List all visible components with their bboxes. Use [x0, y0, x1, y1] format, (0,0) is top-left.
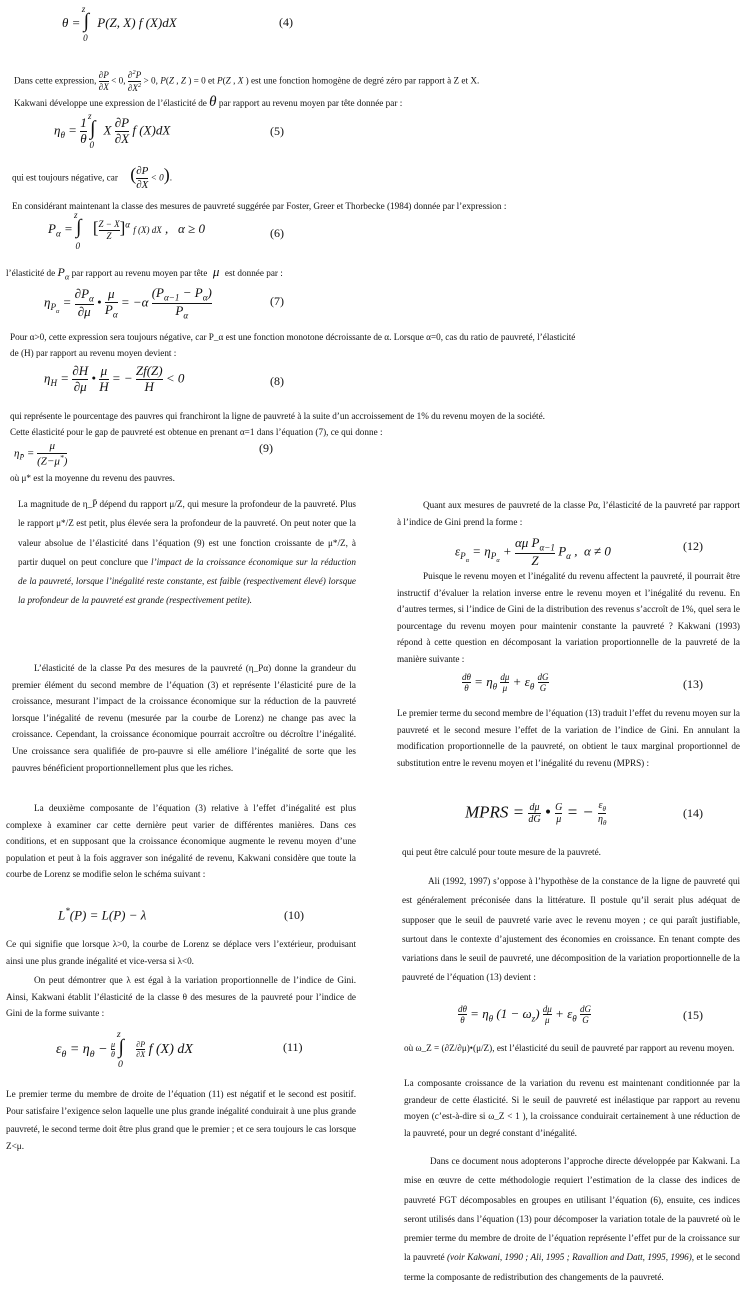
equation-number: (8): [270, 374, 284, 388]
paragraph-premier-13: Le premier terme du second membre de l’équation (13) traduit l’effet du revenu moyen sur la pauvreté et le second mesure l’effet de la variation de l’indice de Gini. En annulant la modification proportionnelle de la pauvreté, on obtient le taux marginal proportionnel de substitution entre le revenu moyen et l’inégalité du revenu (MPRS) :: [397, 708, 740, 768]
equation-number: (9): [259, 441, 273, 455]
equation-number: (4): [279, 15, 293, 29]
equation-6: $P_\alpha = \int_0^z$ [ $\frac{Z - X}{Z}$ ]$^\alpha$ f (X) dX , α ≥ 0: [48, 209, 206, 251]
equation-number: (13): [683, 677, 703, 691]
text-italic: l’impact de la croissance économique sur la réduction de la pauvreté, lorsque l’inégalité reste constante, est faible (respectivement élevé) lorsque la profondeur de la pauvreté est grande (respectivement petite).: [18, 556, 356, 606]
text: Dans ce document nous adopterons l’approche directe développée par Kakwani. La mise en œuvre de cette méthodologie requiert l’estimation de la classe des indices de pauvreté FGT décomposables en groupes en utilisant l’équation (6), ensuite, ces indices seront utilisés dans l’équation (13) pour décomposer la variation totale de la pauvreté où le premier terme du membre de droite de l’équation représente l’effet pur de la croissance sur la pauvreté: [404, 1156, 740, 1263]
paragraph-lambda: Ce qui signifie que lorsque λ>0, la courbe de Lorenz se déplace vers l’extérieur, produisant ainsi une plus grande inégalité et vice-versa si λ<0.: [6, 939, 356, 966]
paragraph-demontrer: On peut démontrer que λ est égal à la variation proportionnelle de l’indice de Gini. Ainsi, Kakwani établit l’élasticité de la classe θ des mesures de la pauvreté pour l’indice de Gini de la forme suivante :: [6, 975, 356, 1019]
paragraph-omega: où ω_Z = (∂Z/∂μ)•(μ/Z), est l’élasticité du seuil de pauvreté par rapport au revenu moyen.: [404, 1043, 735, 1053]
text: par rapport au revenu moyen par tête donnée par :: [218, 98, 403, 108]
paragraph-magnitude: [18, 495, 356, 611]
equation-13: $\frac{d\theta}{\theta}$ = $\eta_\theta$ $\frac{d\mu}{\mu}$ + $\varepsilon_\theta$ $\frac{dG}{G}$: [462, 672, 549, 694]
equation-number: (15): [683, 1008, 703, 1022]
paragraph-fgt: En considérant maintenant la classe des mesures de pauvreté suggérée par Foster, Greer et Thorbecke (1984) donnée par l’expression :: [12, 201, 507, 211]
paragraph-quant: Quant aux mesures de pauvreté de la classe Pα, l’élasticité de la pauvreté par rapport à l’indice de Gini prend la forme :: [397, 500, 740, 527]
text: par rapport au revenu moyen par tête: [71, 268, 208, 278]
paragraph-kakwani: Kakwani développe une expression de l’élasticité de θ par rapport au revenu moyen par tête donnée par :: [14, 94, 403, 110]
text-italic: (voir Kakwani, 1990 ; Ali, 1995 ; Ravallion and Datt, 1995, 1996),: [447, 1252, 695, 1263]
paragraph-calcule: qui peut être calculé pour toute mesure de la pauvreté.: [402, 847, 601, 857]
paragraph-gap: Cette élasticité pour le gap de pauvreté est obtenue en prenant α=1 dans l’équation (7), ce qui donne :: [10, 427, 383, 437]
equation-number: (7): [270, 294, 284, 308]
equation-number: (11): [283, 1040, 303, 1054]
equation-9: $\eta_{P̄}$ = $\frac{\mu}{(Z-\mu^*)}$: [14, 440, 68, 468]
paragraph-negative: qui est toujours négative, car ( $\frac{\partial P}{\partial X}$ < 0).: [12, 164, 173, 191]
paragraph-expression: Dans cette expression, $\frac{\partial P}{\partial X}$ < 0, $\frac{\partial^2P}{\partial X^2}$ > 0, P(Z , Z ) = 0 et P(Z , X ) est une fonction homogène de degré zéro par rapport à Z et X.: [14, 69, 480, 93]
paragraph-represente: qui représente le pourcentage des pauvres qui franchiront la ligne de pauvreté à la suite d’un accroissement de 1% du revenu moyen de la société.: [10, 411, 545, 421]
text: Dans cette expression,: [14, 75, 97, 86]
text: La magnitude de η_P̄ dépend du rapport μ/Z, qui mesure la profondeur de la pauvreté. Plus le rapport μ*/Z est petit, plus élevée sera la profondeur de la pauvreté. On peut noter que la valeur absolue de l’élasticité dans l’équation (9) est une fonction croissante de μ*/Z, à partir duquel on peut conclure que: [18, 499, 356, 567]
equation-11: $\varepsilon_\theta = \eta_\theta$ − $\frac{\mu}{\theta}$ $\int_0^z$ $\frac{\partial P}{\partial X}$ f (X) dX: [56, 1029, 193, 1070]
paragraph-dans: [404, 1152, 740, 1287]
paragraph-mu: où μ* est la moyenne du revenu des pauvres.: [10, 473, 175, 483]
paragraph-ali: Ali (1992, 1997) s’oppose à l’hypothèse de la constance de la ligne de pauvreté qui est généralement préconisée dans la littérature. Il postule qu’il serait plus adéquat de supposer que le seuil de pauvreté varie avec le revenu moyen ; ce qui paraît justifiable, surtout dans le contexte d’ajustement des économies en croissance. En tenant compte des variations dans le seuil de pauvreté, une décomposition de la variation proportionnelle de la pauvreté de l’équation (13) devient :: [402, 876, 740, 983]
text: Kakwani développe une expression de l’élasticité de: [14, 98, 207, 108]
text: et: [208, 75, 215, 86]
equation-number: (6): [270, 226, 284, 240]
equation-12: $\varepsilon_{P_\alpha} = \eta_{P_\alpha}$ + $\frac{\alpha\mu P_{\alpha-1}}{Z}$ $P_\alpha$ , α ≠ 0: [455, 535, 611, 569]
paragraph-deuxieme: La deuxième composante de l’équation (3) relative à l’effet d’inégalité est plus complexe à examiner car cette dernière peut varier de différentes manières. Dans ces conditions, et en supposant que la croissance économique augmente le revenu moyen d’une population et peut à la fois aggraver son inégalité de revenu, Kakwani considère que toute la courbe de Lorenz se modifie selon le schéma suivant :: [6, 803, 356, 880]
equation-7: $\eta_{P_\alpha}$ = $\frac{\partial P_\alpha}{\partial\mu}$ • $\frac{\mu}{P_\alpha}$ = −α $\frac{(P_{\alpha-1} - P_\alpha)}{P_\alpha}$: [44, 285, 212, 321]
paragraph-classe: L’élasticité de la classe Pα des mesures de la pauvreté (η_Pα) donne la grandeur du premier élément du second membre de l’équation (3) et représente l’élasticité pure de la croissance, mesurant l’impact de la croissance économique sur la réduction de la pauvreté lorsque l’inégalité de revenu (mesurée par la courbe de Lorenz) ne change pas avec la croissance. Cependant, la croissance économique pourrait accroître ou décroître l’inégalité. Une croissance sera qualifiée de pro-pauvre si elle améliore l’inégalité de sorte que les pauvres bénéficient proportionnellement plus que les riches.: [12, 663, 356, 773]
paragraph-pour-1: Pour α>0, cette expression sera toujours négative, car P_α est une fonction monotone décroissante de α. Lorsque α=0, cas du ratio de pauvreté, l’élasticité: [10, 332, 576, 342]
text: qui est toujours négative, car: [12, 172, 118, 183]
text: l’élasticité de: [6, 268, 56, 278]
equation-8: $\eta_H$ = $\frac{\partial H}{\partial\mu}$ • $\frac{\mu}{H}$ = − $\frac{Zf(Z)}{H}$ < 0: [44, 363, 185, 394]
paragraph-premier-11: Le premier terme du membre de droite de l’équation (11) est négatif et le second est positif. Pour satisfaire l’exigence selon laquelle une plus grande inégalité conduirait à une plus grande pauvreté, le second terme doit être plus grand que le premier ; et ce sera toujours le cas lorsque Z<μ.: [6, 1089, 356, 1152]
paragraph-composante: La composante croissance de la variation du revenu est maintenant conditionnée par la grandeur de cette élasticité. Si le seuil de pauvreté est inélastique par rapport au revenu moyen (c’est-à-dire si ω_Z < 1 ), la croissance conduirait certainement à une réduction de la pauvreté, pour un degré constant d’inégalité.: [404, 1078, 740, 1138]
text: est une fonction homogène de degré zéro par rapport à Z et X.: [250, 75, 480, 86]
equation-15: $\frac{d\theta}{\theta}$ = $\eta_\theta$ $(1 - \omega_z)$ $\frac{d\mu}{\mu}$ + $\varepsilon_\theta$ $\frac{dG}{G}$: [458, 1004, 591, 1026]
equation-number: (14): [683, 806, 703, 820]
text: est donnée par :: [224, 268, 283, 278]
paragraph-puisque: Puisque le revenu moyen et l’inégalité du revenu affectent la pauvreté, il pourrait être instructif d’évaluer la relation inverse entre le revenu moyen et l’inégalité du revenu. En d’autres termes, si l’indice de Gini de la distribution des revenus s’accroît de 1%, quel sera le pourcentage du revenu moyen pour maintenir constante la pauvreté ? Kakwani (1993) répond à cette question en décomposant la variation proportionnelle de la pauvreté de la manière suivante :: [397, 571, 740, 664]
text: et le second terme la composante de redistribution des changements de la pauvreté.: [404, 1252, 740, 1282]
equation-4: $\theta = \int_0^zP(Z$, X) f (X)dX: [62, 3, 177, 43]
equation-5: $\eta_\theta$ = $\frac{1}{\theta}$ $\int_0^zX$ $\frac{\partial P}{\partial X}$ f (X)dX: [54, 111, 171, 151]
equation-14: MPRS = $\frac{d\mu}{dG}$ • $\frac{G}{\mu}$ = − $\frac{\varepsilon_\theta}{\eta_\theta}$: [465, 800, 607, 828]
equation-10: L*(P) = L(P) − λ: [58, 906, 147, 923]
equation-number: (10): [284, 908, 304, 922]
paragraph-elasticity: l’élasticité de $P_\alpha$ par rapport au revenu moyen par tête μ est donnée par :: [6, 264, 283, 282]
paragraph-pour-2: de (H) par rapport au revenu moyen devient :: [10, 348, 177, 358]
equation-number: (12): [683, 539, 703, 553]
equation-number: (5): [270, 124, 284, 138]
